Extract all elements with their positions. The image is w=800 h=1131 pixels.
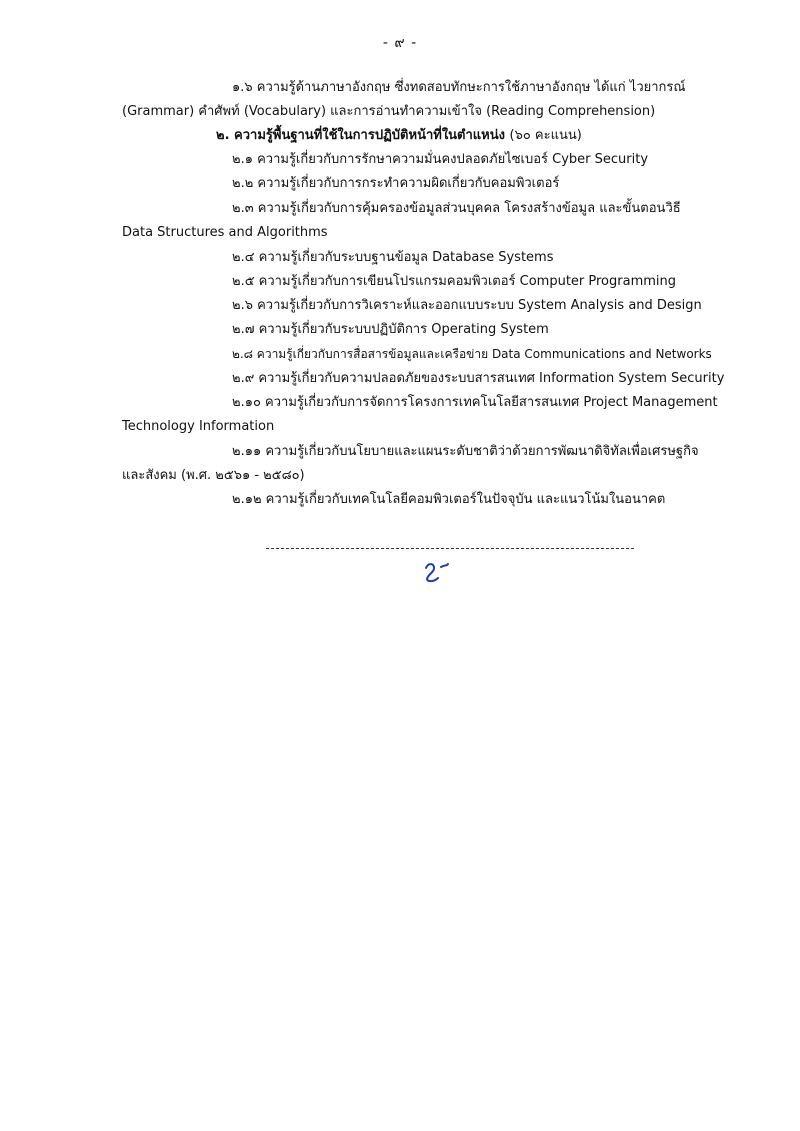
item-1-6-line-1: ๑.๖ ความรู้ด้านภาษาอังกฤษ ซึ่งทดสอบทักษะการใช้ภาษาอังกฤษ ได้แก่ ไวยากรณ์ [232,80,686,95]
end-divider [266,548,634,549]
handwritten-initials-icon [422,560,452,584]
section-2-title: ๒. ความรู้พื้นฐานที่ใช้ในการปฏิบัติหน้าที่ในตำแหน่ง [216,128,505,143]
item-2-10-line-1: ๒.๑๐ ความรู้เกี่ยวกับการจัดการโครงการเทคโนโลยีสารสนเทศ Project Management [232,395,718,410]
page-number: - ๙ - [382,35,418,51]
item-2-8: ๒.๘ ความรู้เกี่ยวกับการสื่อสารข้อมูลและเครือข่าย Data Communications and Networks [232,347,712,361]
item-2-10-line-2: Technology Information [122,419,275,434]
item-2-11-line-1: ๒.๑๑ ความรู้เกี่ยวกับนโยบายและแผนระดับชาติว่าด้วยการพัฒนาดิจิทัลเพื่อเศรษฐกิจ [232,444,699,459]
item-1-6-line-2: (Grammar) คำศัพท์ (Vocabulary) และการอ่านทำความเข้าใจ (Reading Comprehension) [122,104,656,119]
item-2-2: ๒.๒ ความรู้เกี่ยวกับการกระทำความผิดเกี่ยวกับคอมพิวเตอร์ [232,176,560,191]
item-2-3-line-1: ๒.๓ ความรู้เกี่ยวกับการคุ้มครองข้อมูลส่วนบุคคล โครงสร้างข้อมูล และขั้นตอนวิธี [232,201,681,216]
item-2-7: ๒.๗ ความรู้เกี่ยวกับระบบปฏิบัติการ Operating System [232,322,549,337]
item-2-5: ๒.๕ ความรู้เกี่ยวกับการเขียนโปรแกรมคอมพิวเตอร์ Computer Programming [232,274,677,289]
item-2-11-line-2: และสังคม (พ.ศ. ๒๕๖๑ - ๒๕๘๐) [122,468,305,483]
section-2-score: (๖๐ คะแนน) [509,128,582,143]
item-2-6: ๒.๖ ความรู้เกี่ยวกับการวิเคราะห์และออกแบบระบบ System Analysis and Design [232,298,702,313]
section-2-heading [216,126,800,146]
item-2-4: ๒.๔ ความรู้เกี่ยวกับระบบฐานข้อมูล Database Systems [232,250,554,265]
item-2-12: ๒.๑๒ ความรู้เกี่ยวกับเทคโนโลยีคอมพิวเตอร์ในปัจจุบัน และแนวโน้มในอนาคต [232,492,666,507]
item-2-9: ๒.๙ ความรู้เกี่ยวกับความปลอดภัยของระบบสารสนเทศ Information System Security [232,371,725,386]
item-2-3-line-2: Data Structures and Algorithms [122,225,328,240]
item-2-1: ๒.๑ ความรู้เกี่ยวกับการรักษาความมั่นคงปลอดภัยไซเบอร์ Cyber Security [232,152,649,167]
